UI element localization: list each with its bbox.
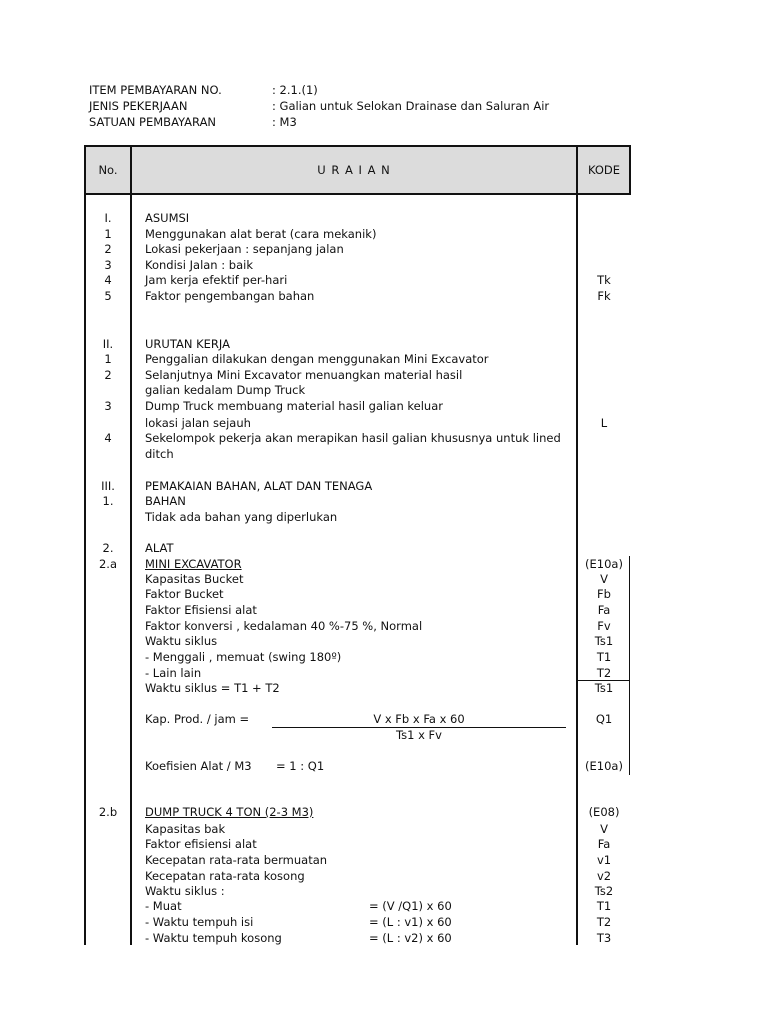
row-uraian: Kapasitas bak [145,822,226,836]
item-pembayaran-label: ITEM PEMBAYARAN NO. [89,83,222,97]
row-kode: L [600,416,608,430]
row-kode: T1 [596,650,612,664]
header-kode: KODE [587,163,621,177]
row-uraian: MINI EXCAVATOR [145,557,242,571]
row-no: 4 [104,431,112,445]
row-kode: V [600,572,608,586]
row-kode: Fa [597,837,611,851]
row-uraian: Lokasi pekerjaan : sepanjang jalan [145,242,344,256]
row-uraian: - Lain lain [145,666,202,680]
row-uraian: ALAT [145,541,174,555]
row-kode: Fb [597,587,611,601]
row-uraian: BAHAN [145,494,186,508]
muat-formula: = (V /Q1) x 60 [369,899,452,913]
row-uraian: - Waktu tempuh kosong [145,931,282,945]
row-uraian: ditch [145,447,174,461]
satuan-pembayaran-value: : M3 [272,115,297,129]
row-no: 1. [102,494,114,508]
row-no: 2 [104,368,112,382]
row-kode: Ts1 [594,634,614,648]
jenis-pekerjaan-label: JENIS PEKERJAAN [89,99,188,113]
row-kode: v1 [596,853,612,867]
row-uraian: galian kedalam Dump Truck [145,383,306,397]
row-kode: Q1 [595,712,613,726]
row-uraian: Faktor Efisiensi alat [145,603,257,617]
row-uraian: PEMAKAIAN BAHAN, ALAT DAN TENAGA [145,479,373,493]
row-no: 2.b [98,805,118,819]
row-kode: (E10a) [585,557,623,571]
row-no: I. [104,211,112,225]
header-no: No. [98,163,118,177]
row-no: 4 [104,273,112,287]
row-uraian: URUTAN KERJA [145,337,230,351]
row-no: 3 [104,258,112,272]
row-no: 1 [104,227,112,241]
header-uraian: U R A I A N [317,163,391,177]
table-top-border [84,145,631,147]
koefisien-formula: = 1 : Q1 [276,759,325,773]
row-uraian: - Menggali , memuat (swing 180º) [145,650,342,664]
row-uraian: Kecepatan rata-rata bermuatan [145,853,328,867]
row-uraian: Kecepatan rata-rata kosong [145,869,305,883]
row-no: 5 [104,289,112,303]
row-no: 2. [102,541,114,555]
row-kode: Tk [597,273,611,287]
row-uraian: Waktu siklus [145,634,218,648]
row-uraian: Koefisien Alat / M3 [145,759,252,773]
row-kode: v2 [596,869,612,883]
row-uraian: ASUMSI [145,211,190,225]
row-uraian: Faktor efisiensi alat [145,837,257,851]
jenis-pekerjaan-value: : Galian untuk Selokan Drainase dan Saluran Air [272,99,550,113]
row-kode: (E10a) [585,759,623,773]
row-kode: Fk [597,289,611,303]
tempuh-kosong-formula: = (L : v2) x 60 [369,931,452,945]
row-no: 3 [104,399,112,413]
row-uraian: Kap. Prod. / jam = [145,712,250,726]
table-header-bottom-border [84,193,631,195]
row-uraian: - Muat [145,899,182,913]
row-uraian: lokasi jalan sejauh [145,416,251,430]
row-kode: (E08) [588,805,620,819]
row-uraian: Selanjutnya Mini Excavator menuangkan material hasil [145,368,463,382]
row-kode: Ts2 [594,884,614,898]
row-uraian: Penggalian dilakukan dengan menggunakan Mini Excavator [145,352,489,366]
row-uraian: Sekelompok pekerja akan merapikan hasil galian khususnya untuk lined [145,431,561,445]
row-kode: Ts1 [594,681,614,695]
row-kode: V [600,822,608,836]
row-kode: T2 [596,666,612,680]
row-uraian: Faktor pengembangan bahan [145,289,315,303]
row-kode: T2 [596,915,612,929]
row-uraian: Faktor konversi , kedalaman 40 %-75 %, Normal [145,619,423,633]
row-uraian: Waktu siklus = T1 + T2 [145,681,280,695]
row-no: 1 [104,352,112,366]
row-no: 2 [104,242,112,256]
row-uraian: DUMP TRUCK 4 TON (2-3 M3) [145,805,314,819]
tempuh-isi-formula: = (L : v1) x 60 [369,915,452,929]
row-uraian: Kondisi Jalan : baik [145,258,253,272]
row-kode: T3 [596,931,612,945]
row-uraian: Dump Truck membuang material hasil galian keluar [145,399,443,413]
row-uraian: - Waktu tempuh isi [145,915,254,929]
row-uraian: Jam kerja efektif per-hari [145,273,288,287]
row-uraian: Waktu siklus : [145,884,225,898]
row-no: 2.a [98,557,118,571]
satuan-pembayaran-label: SATUAN PEMBAYARAN [89,115,217,129]
row-kode: Fv [597,619,611,633]
kap-prod-denominator: Ts1 x Fv [396,728,442,742]
row-uraian: Kapasitas Bucket [145,572,244,586]
kap-prod-numerator: V x Fb x Fa x 60 [373,712,465,726]
row-kode: Fa [597,603,611,617]
row-uraian: Menggunakan alat berat (cara mekanik) [145,227,377,241]
row-no: III. [101,479,115,493]
row-no: II. [102,337,114,351]
row-kode: T1 [596,899,612,913]
row-uraian: Tidak ada bahan yang diperlukan [145,510,338,524]
row-uraian: Faktor Bucket [145,587,224,601]
item-pembayaran-value: : 2.1.(1) [272,83,318,97]
